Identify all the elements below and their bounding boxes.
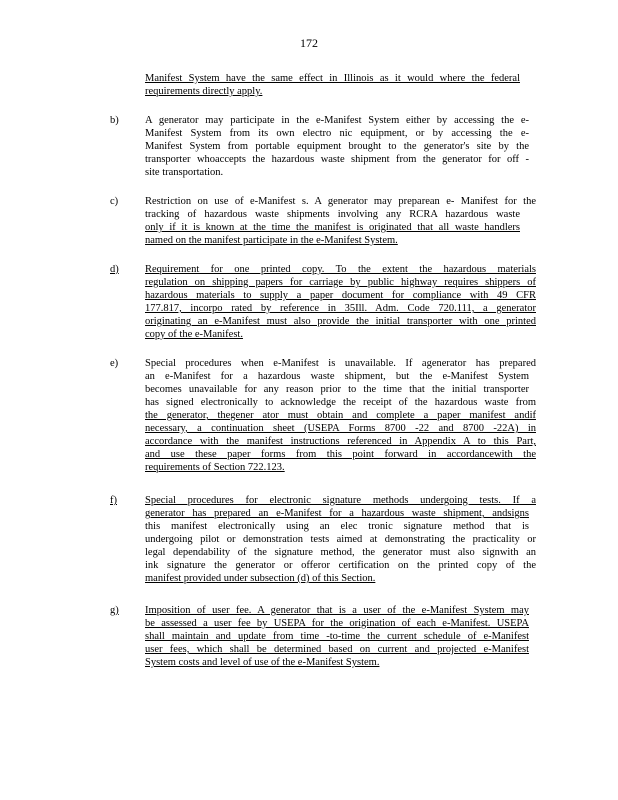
section-label: e)	[110, 358, 119, 369]
section-line: A generator may participate in the e-Manifest System either by accessing the e-	[145, 115, 529, 126]
section-line: Manifest System from its own electro nic equipment, or by accessing the e-	[145, 128, 529, 139]
section-line: be assessed a user fee by USEPA for the origination of each e-Manifest. USEPA	[145, 618, 529, 629]
section-line: copy of the e-Manifest.	[145, 329, 243, 340]
section-line: transporter whoaccepts the hazardous waste shipment from the generator for off -	[145, 154, 529, 165]
section-label: g)	[110, 605, 119, 616]
section-line: site transportation.	[145, 167, 224, 178]
section-line: legal dependability of the signature method, the generator must also signwith an	[145, 547, 536, 558]
section-label: f)	[110, 495, 117, 506]
section-line: Imposition of user fee. A generator that is a user of the e-Manifest System may	[145, 605, 529, 616]
section-line: Special procedures when e-Manifest is unavailable. If agenerator has prepared	[145, 358, 536, 369]
section-line: an e-Manifest for a hazardous waste shipment, but the e-Manifest System	[145, 371, 529, 382]
section-line: has signed electronically to acknowledge the receipt of the hazardous waste from	[145, 397, 536, 408]
section-line: Manifest System from portable equipment brought to the generator's site by the	[145, 141, 529, 152]
section-line: tracking of hazardous waste shipments involving any RCRA hazardous waste	[145, 209, 520, 220]
intro-line: requirements directly apply.	[145, 86, 263, 97]
section-line: System costs and level of use of the e-Manifest System.	[145, 657, 380, 668]
section-line: Requirement for one printed copy. To the extent the hazardous materials	[145, 264, 536, 275]
section-line: becomes unavailable for any reason prior to the time that the initial transporter	[145, 384, 529, 395]
page-number: 172	[300, 36, 318, 50]
section-label: b)	[110, 115, 119, 126]
section-line: ink signature the generator or offeror certification on the printed copy of the	[145, 560, 536, 571]
section-line: user fees, which shall be determined based on current and projected e-Manifest	[145, 644, 529, 655]
section-line: regulation on shipping papers for carriage by public highway requires shippers of	[145, 277, 536, 288]
section-line: originating an e-Manifest must also provide the initial transporter with one printed	[145, 316, 536, 327]
intro-line: Manifest System have the same effect in Illinois as it would where the federal	[145, 73, 520, 84]
section-line: only if it is known at the time the manifest is originated that all waste handlers	[145, 222, 520, 233]
section-line: requirements of Section 722.123.	[145, 462, 285, 473]
section-label: c)	[110, 196, 119, 207]
section-line: undergoing pilot or demonstration tests aimed at demonstrating the practicality or	[145, 534, 536, 545]
section-line: necessary, a continuation sheet (USEPA Forms 8700 -22 and 8700 -22A) in	[145, 423, 536, 434]
section-line: hazardous materials to supply a paper document for compliance with 49 CFR	[145, 290, 536, 301]
section-line: manifest provided under subsection (d) of this Section.	[145, 573, 376, 584]
section-line: Special procedures for electronic signature methods undergoing tests. If a	[145, 495, 536, 506]
section-line: accordance with the manifest instructions referenced in Appendix A to this Part,	[145, 436, 536, 447]
section-line: shall maintain and update from time -to-time the current schedule of e-Manifest	[145, 631, 529, 642]
section-line: named on the manifest participate in the e-Manifest System.	[145, 235, 398, 246]
section-line: Restriction on use of e-Manifest s. A generator may preparean e- Manifest for the	[145, 196, 536, 207]
section-line: this manifest electronically using an elec tronic signature method that is	[145, 521, 529, 532]
section-line: 177.817, incorpo rated by reference in 35Ill. Adm. Code 720.111, a generator	[145, 303, 536, 314]
section-line: and use these paper forms from this point forward in accordancewith the	[145, 449, 536, 460]
section-line: generator has prepared an e-Manifest for a hazardous waste shipment, andsigns	[145, 508, 529, 519]
section-label: d)	[110, 264, 119, 275]
section-line: the generator, thegener ator must obtain and complete a paper manifest andif	[145, 410, 536, 421]
